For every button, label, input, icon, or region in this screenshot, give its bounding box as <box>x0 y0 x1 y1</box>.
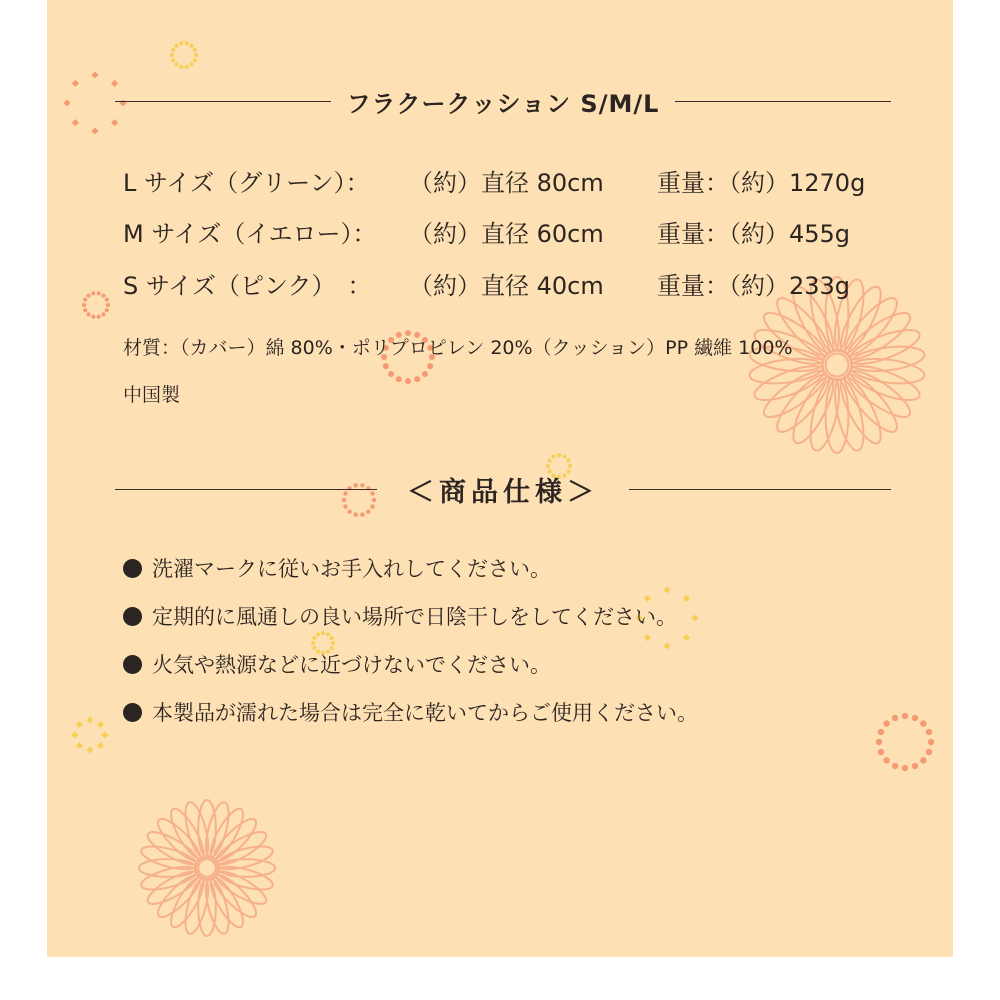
product-name-heading <box>115 86 891 116</box>
bullet-icon <box>123 607 142 626</box>
bullet-icon <box>123 559 142 578</box>
size-diameter: （約）直径 60cm <box>409 219 604 248</box>
sparkle-icon <box>71 716 108 753</box>
size-row-s <box>123 263 850 303</box>
flower-icon <box>139 800 275 936</box>
flower-icon <box>748 277 925 453</box>
size-diameter: （約）直径 40cm <box>409 271 604 300</box>
dot-ring-icon <box>82 291 110 318</box>
size-diameter: （約）直径 80cm <box>409 168 604 197</box>
material-text: 材質：（カバー）綿 80%・ポリプロピレン 20%（クッション）PP 繊維 100% <box>123 337 793 359</box>
product-info-panel <box>47 0 953 957</box>
care-instructions-list <box>123 544 698 736</box>
size-row-l <box>123 160 865 200</box>
divider-line-left <box>115 101 331 102</box>
size-weight: 重量：（約）233g <box>657 271 851 300</box>
size-label: L サイズ（グリーン）： <box>123 168 370 197</box>
care-instruction-text: 本製品が濡れた場合は完全に乾いてからご使用ください。 <box>152 701 698 725</box>
size-weight: 重量：（約）1270g <box>657 168 866 197</box>
dot-ring-icon <box>876 713 934 771</box>
spec-title: ＜商品仕様＞ <box>407 476 599 508</box>
bullet-icon <box>123 703 142 722</box>
size-row-m <box>123 211 850 251</box>
list-item <box>123 688 698 736</box>
bullet-icon <box>123 655 142 674</box>
size-label: M サイズ（イエロー）： <box>123 219 377 248</box>
divider-line-right <box>629 489 891 490</box>
divider-line-right <box>675 101 891 102</box>
product-name-title: フラクークッション S/M/L <box>346 89 660 118</box>
origin-text: 中国製 <box>123 384 181 406</box>
care-instruction-text: 火気や熱源などに近づけないでください。 <box>152 653 551 677</box>
divider-line-left <box>115 489 377 490</box>
size-weight: 重量：（約）455g <box>657 219 851 248</box>
list-item <box>123 592 698 640</box>
dot-ring-icon <box>170 41 198 68</box>
care-instruction-text: 定期的に風通しの良い場所で日陰干しをしてください。 <box>152 605 677 629</box>
list-item <box>123 640 698 688</box>
spec-heading <box>115 474 891 508</box>
size-label: S サイズ（ピンク） ： <box>123 271 372 300</box>
list-item <box>123 544 698 592</box>
care-instruction-text: 洗濯マークに従いお手入れしてください。 <box>152 557 551 581</box>
